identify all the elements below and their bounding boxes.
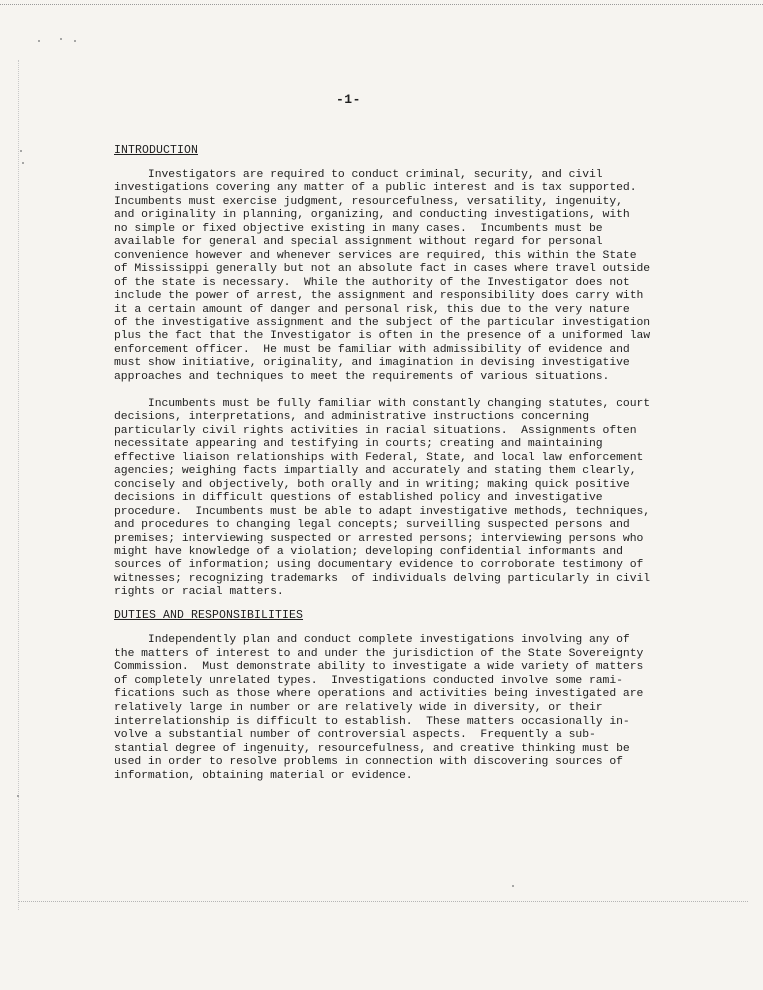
- text-line: relatively large in number or are relatively wide in diversity, or their: [114, 701, 603, 714]
- text-line: effective liaison relationships with Federal, State, and local law enforcement: [114, 451, 644, 464]
- text-line: volve a substantial number of controversial aspects. Frequently a sub-: [114, 729, 596, 742]
- section-heading-duties: DUTIES AND RESPONSIBILITIES: [114, 609, 304, 622]
- text-line: necessitate appearing and testifying in courts; creating and maintaining: [114, 438, 603, 451]
- text-line: available for general and special assignment without regard for personal: [114, 236, 603, 249]
- text-line: procedure. Incumbents must be able to adapt investigative methods, techniques,: [114, 505, 651, 518]
- text-line: and originality in planning, organizing, and conducting investigations, with: [114, 209, 630, 222]
- text-line: Independently plan and conduct complete investigations involving any of: [114, 634, 630, 646]
- text-line: decisions, interpretations, and administrative instructions concerning: [114, 411, 589, 424]
- text-line: and procedures to changing legal concepts; surveilling suspected persons and: [114, 519, 630, 532]
- text-line: agencies; weighing facts impartially and accurately and stating them clearly,: [114, 465, 637, 478]
- paragraph: [114, 634, 644, 784]
- scan-edge-left: [18, 60, 20, 910]
- scan-speck: [60, 38, 62, 40]
- text-line: of completely unrelated types. Investigations conducted involve some rami-: [114, 674, 623, 687]
- text-line: Incumbents must be fully familiar with constantly changing statutes, court: [114, 398, 651, 410]
- scan-speck: [512, 885, 514, 887]
- text-line: premises; interviewing suspected or arrested persons; interviewing persons who: [114, 532, 644, 545]
- text-line: the matters of interest to and under the jurisdiction of the State Sovereignty: [114, 647, 644, 660]
- paragraph: [114, 169, 651, 384]
- scan-speck: [38, 40, 40, 42]
- text-line: Incumbents must exercise judgment, resourcefulness, versatility, ingenuity,: [114, 195, 623, 208]
- text-line: fications such as those where operations and activities being investigated are: [114, 688, 644, 701]
- text-line: of the state is necessary. While the authority of the Investigator does not: [114, 276, 630, 289]
- text-line: Commission. Must demonstrate ability to investigate a wide variety of matters: [114, 661, 644, 674]
- text-line: it a certain amount of danger and personal risk, this due to the very nature: [114, 303, 630, 316]
- text-line: information, obtaining material or evidence.: [114, 769, 413, 782]
- text-line: of the investigative assignment and the subject of the particular investigation: [114, 316, 651, 329]
- text-line: might have knowledge of a violation; developing confidential informants and: [114, 545, 623, 558]
- text-line: decisions in difficult questions of established policy and investigative: [114, 492, 603, 505]
- text-line: no simple or fixed objective existing in many cases. Incumbents must be: [114, 222, 603, 235]
- page-number: -1-: [336, 92, 361, 107]
- text-line: particularly civil rights activities in racial situations. Assignments often: [114, 424, 637, 437]
- text-line: sources of information; using documentary evidence to corroborate testimony of: [114, 559, 644, 572]
- scan-edge-top: [0, 0, 763, 5]
- text-line: approaches and techniques to meet the requirements of various situations.: [114, 370, 610, 383]
- scan-speck: [22, 162, 24, 164]
- text-line: convenience however and whenever services are required, this within the State: [114, 249, 637, 262]
- text-line: must show initiative, originality, and imagination in devising investigative: [114, 357, 630, 370]
- scan-speck: [74, 40, 76, 42]
- section-heading-introduction: INTRODUCTION: [114, 144, 199, 157]
- scan-speck: [17, 795, 19, 797]
- text-line: concisely and objectively, both orally and in writing; making quick positive: [114, 478, 630, 491]
- text-line: plus the fact that the Investigator is often in the presence of a uniformed law: [114, 330, 651, 343]
- text-line: investigations covering any matter of a public interest and is tax supported.: [114, 182, 637, 195]
- text-line: used in order to resolve problems in connection with discovering sources of: [114, 756, 623, 769]
- text-line: include the power of arrest, the assignment and responsibility does carry with: [114, 290, 644, 303]
- text-line: of Mississippi generally but not an absolute fact in cases where travel outside: [114, 263, 651, 276]
- paragraph: [114, 398, 651, 600]
- scan-speck: [20, 150, 22, 152]
- text-line: interrelationship is difficult to establish. These matters occasionally in-: [114, 715, 630, 728]
- text-line: rights or racial matters.: [114, 586, 284, 599]
- text-line: Investigators are required to conduct criminal, security, and civil: [114, 169, 603, 181]
- text-line: stantial degree of ingenuity, resourcefulness, and creative thinking must be: [114, 742, 630, 755]
- text-line: enforcement officer. He must be familiar with admissibility of evidence and: [114, 343, 630, 356]
- text-line: witnesses; recognizing trademarks of individuals delving particularly in civil: [114, 572, 651, 585]
- scan-edge-bottom: [18, 900, 748, 902]
